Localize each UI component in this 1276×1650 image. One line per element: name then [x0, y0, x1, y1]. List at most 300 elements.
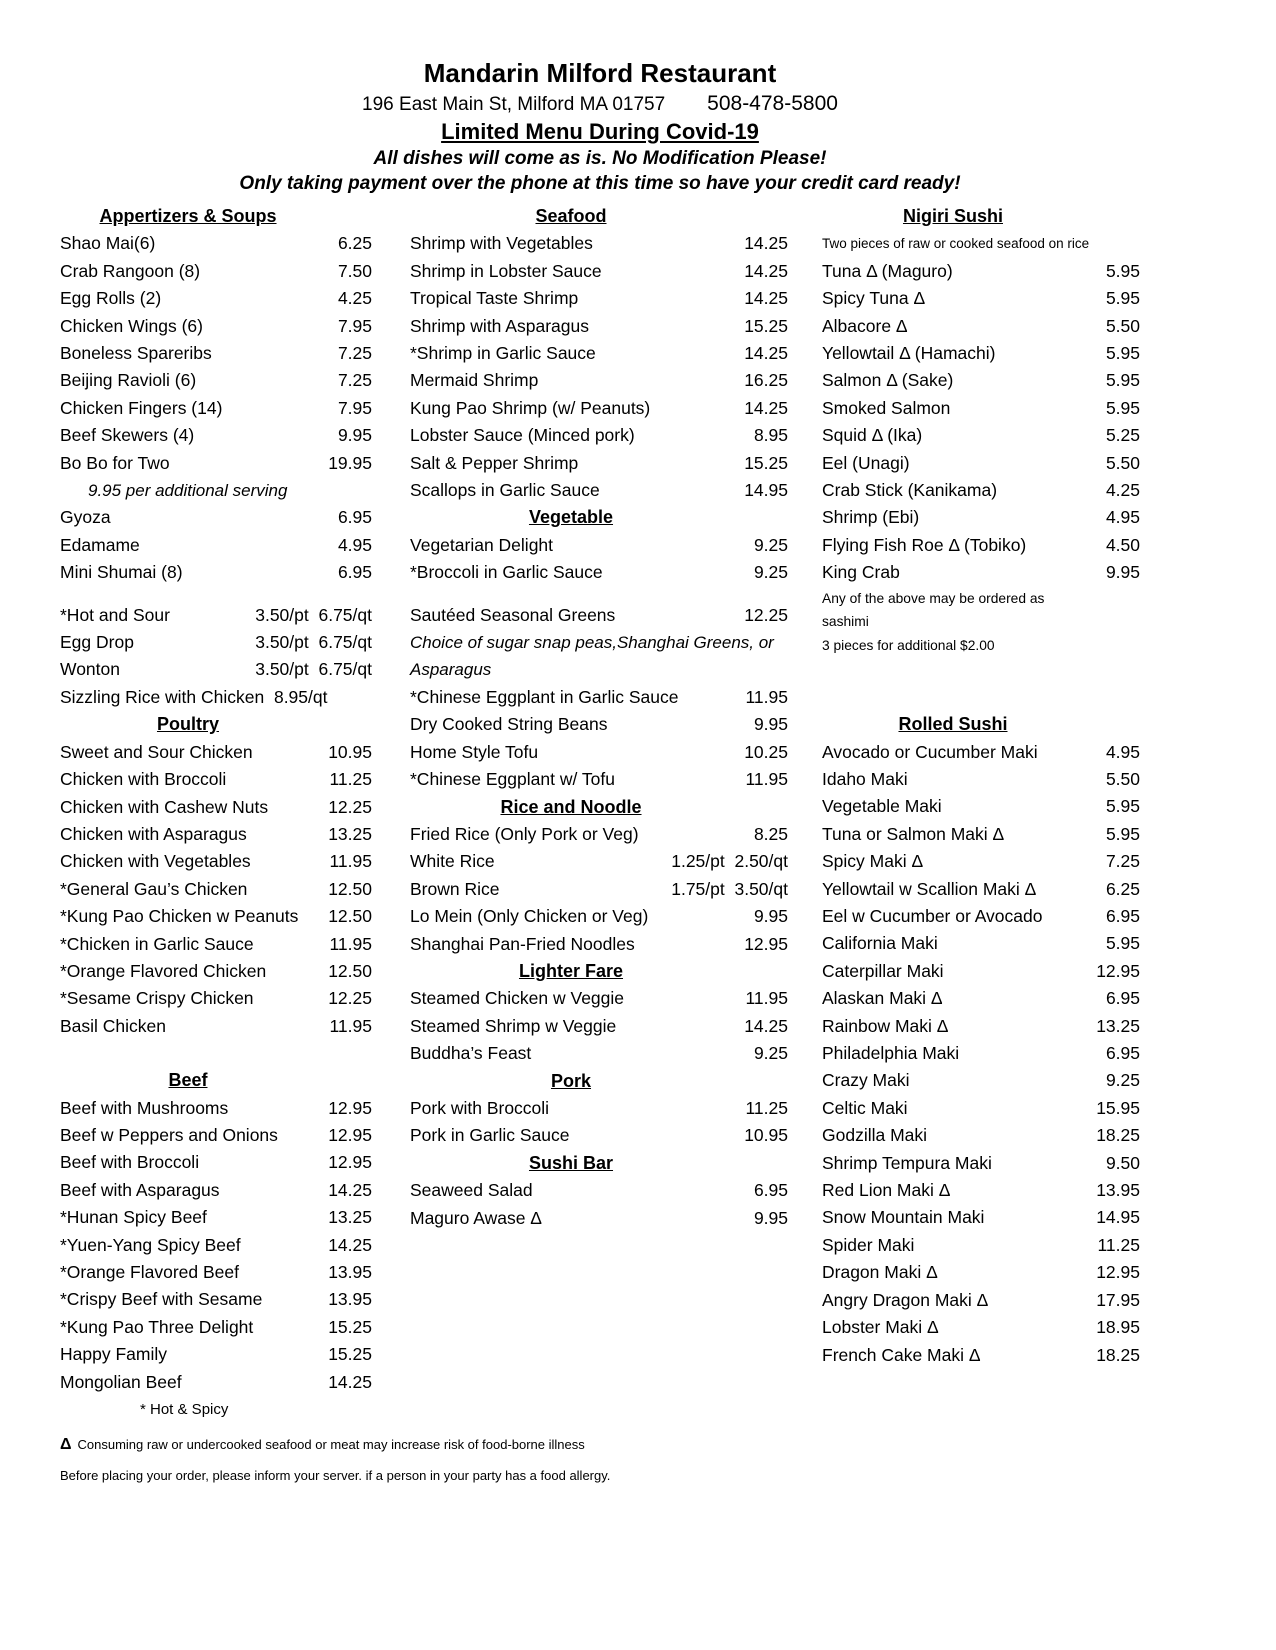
- menu-item: [822, 1314, 1140, 1341]
- item-name: Mermaid Shrimp: [410, 370, 539, 391]
- menu-item: [60, 602, 372, 629]
- menu-item: [60, 656, 372, 683]
- menu-item: [410, 1177, 788, 1204]
- menu-item: [410, 258, 788, 285]
- menu-item: [822, 1259, 1140, 1286]
- item-name: *Kung Pao Three Delight: [60, 1316, 254, 1337]
- menu-columns: [60, 203, 1216, 1423]
- item-price: 4.25: [1105, 480, 1140, 501]
- restaurant-address: 196 East Main St, Milford MA 01757: [362, 94, 666, 115]
- no-modification-note: All dishes will come as is. No Modification Please!: [373, 148, 827, 169]
- item-name: Happy Family: [60, 1344, 167, 1365]
- item-name: Brown Rice: [410, 878, 500, 899]
- item-name: Buddha’s Feast: [410, 1043, 532, 1064]
- item-name: Scallops in Garlic Sauce: [410, 480, 600, 501]
- item-price: 6.25: [1105, 878, 1140, 899]
- item-price: 9.95: [753, 1207, 788, 1228]
- item-price: 12.25: [328, 796, 372, 817]
- item-name: Boneless Spareribs: [60, 343, 212, 364]
- item-name: *Shrimp in Garlic Sauce: [410, 343, 596, 364]
- menu-item: [60, 876, 372, 903]
- item-price: 11.95: [745, 988, 788, 1009]
- item-name: Crab Stick (Kanikama): [822, 480, 998, 501]
- menu-item: [822, 958, 1140, 985]
- menu-item: [822, 258, 1140, 285]
- item-price: 9.25: [753, 534, 788, 555]
- item-name: Salmon Δ (Sake): [822, 370, 954, 391]
- section-heading: Sushi Bar: [528, 1152, 614, 1173]
- item-price: 13.25: [328, 823, 372, 844]
- item-name: Salt & Pepper Shrimp: [410, 452, 579, 473]
- menu-item: [60, 258, 372, 285]
- item-name: Avocado or Cucumber Maki: [822, 741, 1038, 762]
- item-price: 7.25: [337, 343, 372, 364]
- menu-item: [60, 1232, 372, 1259]
- server-allergy-note: Before placing your order, please inform your server. if a person in your party has a food allergy.: [60, 1468, 611, 1484]
- item-price: 10.25: [744, 741, 788, 762]
- item-price: 12.50: [328, 878, 372, 899]
- item-price: 5.95: [1105, 260, 1140, 281]
- item-price: 7.25: [1105, 851, 1140, 872]
- item-price: 5.95: [1105, 397, 1140, 418]
- menu-item: [410, 1122, 788, 1149]
- item-price: 13.25: [1096, 1015, 1140, 1036]
- allergy-warning: [60, 1437, 1216, 1453]
- item-name: King Crab: [822, 562, 900, 583]
- item-name: Spider Maki: [822, 1234, 915, 1255]
- menu-column-1: [60, 203, 372, 1423]
- menu-item: [822, 1040, 1140, 1067]
- item-name: Shrimp (Ebi): [822, 507, 920, 528]
- item-name: Beef with Broccoli: [60, 1152, 200, 1173]
- menu-item: [410, 422, 788, 449]
- item-price: 10.95: [328, 741, 372, 762]
- item-price: 9.25: [753, 1043, 788, 1064]
- item-name: Dragon Maki Δ: [822, 1262, 938, 1283]
- item-price: 12.50: [328, 906, 372, 927]
- item-name: Beijing Ravioli (6): [60, 370, 197, 391]
- menu-item: [822, 1095, 1140, 1122]
- menu-item: [60, 958, 372, 985]
- menu-item: [410, 821, 788, 848]
- item-price: 9.95: [753, 906, 788, 927]
- item-name: Shrimp in Lobster Sauce: [410, 260, 602, 281]
- item-price: 14.25: [744, 288, 788, 309]
- item-price: 14.25: [328, 1234, 372, 1255]
- section-note: Any of the above may be ordered as sashimi: [822, 590, 1049, 630]
- item-name: Philadelphia Maki: [822, 1043, 960, 1064]
- item-name: Lo Mein (Only Chicken or Veg): [410, 906, 649, 927]
- menu-item: [60, 1286, 372, 1313]
- item-name: Lobster Sauce (Minced pork): [410, 425, 635, 446]
- section-heading: Beef: [168, 1070, 208, 1091]
- item-price: 18.95: [1096, 1317, 1140, 1338]
- item-price: 12.25: [744, 604, 788, 625]
- item-price: 6.95: [1105, 988, 1140, 1009]
- menu-item: [60, 559, 372, 586]
- item-name: *Hot and Sour: [60, 604, 170, 625]
- item-price: 7.95: [337, 397, 372, 418]
- item-price: 4.95: [1105, 741, 1140, 762]
- item-price: 9.95: [1105, 562, 1140, 583]
- item-name: Pork in Garlic Sauce: [410, 1125, 570, 1146]
- item-price: 3.50/pt 6.75/qt: [255, 632, 372, 653]
- item-name: *Broccoli in Garlic Sauce: [410, 562, 603, 583]
- menu-item: [410, 602, 788, 629]
- item-name: Chicken Wings (6): [60, 315, 203, 336]
- menu-item: [60, 1122, 372, 1149]
- menu-item: [60, 1204, 372, 1231]
- menu-item: [60, 1013, 372, 1040]
- section-heading: Seafood: [535, 206, 607, 226]
- item-name: Eel (Unagi): [822, 452, 910, 473]
- item-price: 15.95: [1096, 1097, 1140, 1118]
- menu-item: [60, 532, 372, 559]
- menu-item: [822, 1204, 1140, 1231]
- menu-section: [60, 1067, 372, 1423]
- menu-item: [822, 367, 1140, 394]
- item-price: 5.50: [1105, 315, 1140, 336]
- section-heading: Vegetable: [528, 507, 614, 528]
- menu-item: [410, 739, 788, 766]
- menu-item: [60, 1095, 372, 1122]
- item-price: 5.95: [1105, 370, 1140, 391]
- item-price: 14.25: [744, 260, 788, 281]
- item-price: 13.95: [1096, 1180, 1140, 1201]
- item-price: 6.95: [337, 507, 372, 528]
- item-price: 4.50: [1105, 534, 1140, 555]
- item-name: Steamed Shrimp w Veggie: [410, 1015, 617, 1036]
- menu-section: [410, 504, 788, 793]
- item-price: 14.25: [744, 397, 788, 418]
- menu-section: [410, 1150, 788, 1232]
- item-name: *Chinese Eggplant w/ Tofu: [410, 769, 615, 790]
- menu-item: [410, 477, 788, 504]
- item-name: Caterpillar Maki: [822, 960, 944, 981]
- menu-item: [822, 1067, 1140, 1094]
- menu-item: [60, 1259, 372, 1286]
- item-name: Vegetable Maki: [822, 796, 942, 817]
- menu-item: [60, 931, 372, 958]
- item-name: Mongolian Beef: [60, 1371, 182, 1392]
- section-heading: Nigiri Sushi: [902, 206, 1003, 226]
- item-name: *Yuen-Yang Spicy Beef: [60, 1234, 241, 1255]
- item-price: 11.95: [745, 686, 788, 707]
- menu-item: [822, 876, 1140, 903]
- menu-item: [60, 1314, 372, 1341]
- menu-item: [410, 559, 788, 586]
- item-name: Bo Bo for Two: [60, 452, 170, 473]
- menu-section: [410, 1068, 788, 1150]
- menu-item: [822, 985, 1140, 1012]
- menu-item: [822, 903, 1140, 930]
- item-name: Beef w Peppers and Onions: [60, 1124, 278, 1145]
- item-price: 9.95: [753, 714, 788, 735]
- menu-item: [410, 931, 788, 958]
- address-line: [60, 90, 1140, 118]
- item-name: Red Lion Maki Δ: [822, 1180, 951, 1201]
- menu-item: [822, 477, 1140, 504]
- item-name: Yellowtail Δ (Hamachi): [822, 343, 996, 364]
- menu-item: [822, 793, 1140, 820]
- item-price: 5.95: [1105, 933, 1140, 954]
- item-name: Smoked Salmon: [822, 397, 951, 418]
- menu-footer: [60, 1437, 1216, 1484]
- item-price: 12.95: [328, 1097, 372, 1118]
- item-price: 4.25: [337, 288, 372, 309]
- item-price: 14.25: [744, 1015, 788, 1036]
- item-name: Spicy Maki Δ: [822, 851, 924, 872]
- item-name: Yellowtail w Scallion Maki Δ: [822, 878, 1037, 899]
- item-name: Egg Rolls (2): [60, 288, 162, 309]
- item-name: Dry Cooked String Beans: [410, 714, 608, 735]
- item-price: 11.25: [329, 769, 372, 790]
- item-price: 5.50: [1105, 452, 1140, 473]
- item-price: 4.95: [1105, 507, 1140, 528]
- item-price: 12.95: [1096, 960, 1140, 981]
- item-name: Albacore Δ: [822, 315, 908, 336]
- item-name: Eel w Cucumber or Avocado: [822, 906, 1043, 926]
- menu-item: [410, 450, 788, 477]
- item-price: 11.95: [745, 769, 788, 790]
- menu-item: [822, 532, 1140, 559]
- item-price: 14.25: [744, 343, 788, 364]
- menu-item: [822, 1013, 1140, 1040]
- item-price: 5.95: [1105, 288, 1140, 309]
- item-price: 13.25: [328, 1207, 372, 1228]
- menu-item: [822, 1287, 1140, 1314]
- item-name: *Hunan Spicy Beef: [60, 1207, 207, 1228]
- menu-item: [60, 794, 372, 821]
- spacer: [60, 587, 372, 602]
- spacer: [410, 587, 788, 602]
- item-price: 18.25: [1096, 1344, 1140, 1365]
- menu-item: [822, 848, 1140, 875]
- item-price: 3.50/pt 6.75/qt: [255, 604, 372, 625]
- item-name: Chicken Fingers (14): [60, 397, 223, 418]
- menu-item: [410, 903, 788, 930]
- item-name: *Chinese Eggplant in Garlic Sauce: [410, 686, 679, 707]
- item-name: *Sesame Crispy Chicken: [60, 988, 254, 1009]
- menu-item: [60, 739, 372, 766]
- item-price: 1.75/pt 3.50/qt: [671, 878, 788, 899]
- menu-item: [410, 766, 788, 793]
- item-name: Seaweed Salad: [410, 1180, 533, 1201]
- item-price: 5.95: [1105, 823, 1140, 844]
- item-price: 11.95: [329, 1015, 372, 1036]
- item-price: 9.25: [1105, 1070, 1140, 1091]
- item-price: 3.50/pt 6.75/qt: [255, 659, 372, 680]
- item-name: Chicken with Asparagus: [60, 823, 247, 844]
- item-price: 11.25: [745, 1097, 788, 1118]
- menu-column-2: [410, 203, 788, 1232]
- item-name: Flying Fish Roe Δ (Tobiko): [822, 534, 1027, 555]
- menu-item: [410, 1205, 788, 1232]
- hot-spicy-legend: * Hot & Spicy: [140, 1401, 229, 1419]
- menu-item: [60, 1177, 372, 1204]
- menu-item: [822, 504, 1140, 531]
- menu-item: [410, 230, 788, 257]
- item-name: *Crispy Beef with Sesame: [60, 1289, 263, 1310]
- item-name: Mini Shumai (8): [60, 562, 183, 583]
- item-price: 15.25: [744, 315, 788, 336]
- item-name: Rainbow Maki Δ: [822, 1015, 949, 1036]
- menu-item: [60, 821, 372, 848]
- section-heading: Lighter Fare: [518, 960, 624, 981]
- menu-item: [410, 532, 788, 559]
- page-title: Mandarin Milford Restaurant: [423, 58, 777, 88]
- item-price: 14.95: [1096, 1207, 1140, 1228]
- restaurant-phone: 508-478-5800: [707, 92, 838, 115]
- item-price: 5.95: [1105, 796, 1140, 817]
- menu-item: [410, 711, 788, 738]
- item-price: 12.95: [1096, 1262, 1140, 1283]
- item-price: 13.95: [328, 1261, 372, 1282]
- section-note: Two pieces of raw or cooked seafood on rice: [822, 236, 1090, 252]
- menu-item: [822, 1342, 1140, 1369]
- item-name: *General Gau’s Chicken: [60, 878, 248, 899]
- item-name: Home Style Tofu: [410, 741, 539, 762]
- item-name: Tuna or Salmon Maki Δ: [822, 823, 1005, 844]
- item-price: 14.25: [328, 1371, 372, 1392]
- menu-item: [410, 395, 788, 422]
- item-name: Egg Drop: [60, 632, 134, 653]
- item-name: Basil Chicken: [60, 1015, 167, 1036]
- item-name: Squid Δ (Ika): [822, 425, 923, 446]
- item-name: Shrimp with Asparagus: [410, 315, 589, 336]
- menu-item: [410, 285, 788, 312]
- item-price: 15.25: [744, 452, 788, 473]
- section-heading: Rolled Sushi: [898, 714, 1008, 735]
- item-price: 6.95: [753, 1180, 788, 1201]
- item-price: 14.95: [744, 480, 788, 501]
- menu-header: [60, 56, 1140, 196]
- item-name: Beef Skewers (4): [60, 425, 195, 446]
- item-price: 5.25: [1105, 425, 1140, 446]
- item-price: 5.50: [1105, 768, 1140, 789]
- menu-item: [822, 340, 1140, 367]
- allergy-warning-text: Consuming raw or undercooked seafood or meat may increase risk of food-borne illness: [77, 1437, 585, 1453]
- menu-item: [60, 367, 372, 394]
- item-price: 11.95: [329, 933, 372, 954]
- menu-item: [822, 450, 1140, 477]
- item-price: 15.25: [328, 1344, 372, 1365]
- menu-item: [822, 1122, 1140, 1149]
- menu-item: [410, 1040, 788, 1067]
- item-name: Maguro Awase Δ: [410, 1207, 542, 1228]
- item-name: Shanghai Pan-Fried Noodles: [410, 933, 635, 954]
- covid-banner: Limited Menu During Covid-19: [441, 119, 759, 144]
- item-price: 19.95: [328, 452, 372, 473]
- item-price: 1.25/pt 2.50/qt: [671, 851, 788, 872]
- item-price: 6.95: [1105, 906, 1140, 926]
- item-price: 7.95: [337, 315, 372, 336]
- item-price: 9.95: [337, 425, 372, 446]
- section-heading: Poultry: [156, 714, 219, 735]
- item-name: Shrimp Tempura Maki: [822, 1152, 992, 1173]
- menu-item: [60, 903, 372, 930]
- menu-item: [822, 313, 1140, 340]
- menu-item: [822, 559, 1140, 586]
- menu-item: [822, 1177, 1140, 1204]
- item-name: Shao Mai(6): [60, 233, 156, 254]
- item-name: Chicken with Broccoli: [60, 769, 227, 790]
- menu-item: [60, 313, 372, 340]
- item-price: 9.25: [753, 562, 788, 583]
- item-name: *Chicken in Garlic Sauce: [60, 933, 254, 954]
- item-name: Kung Pao Shrimp (w/ Peanuts): [410, 397, 651, 418]
- item-price: 11.95: [329, 851, 372, 872]
- item-name: Steamed Chicken w Veggie: [410, 988, 625, 1009]
- section-heading: Pork: [550, 1070, 592, 1091]
- menu-section: [822, 711, 1140, 1369]
- menu-item: [410, 313, 788, 340]
- menu-item: [410, 1013, 788, 1040]
- menu-item: [410, 684, 788, 711]
- item-price: 7.25: [337, 370, 372, 391]
- item-name: Crazy Maki: [822, 1070, 910, 1091]
- item-name: Idaho Maki: [822, 768, 908, 789]
- item-name: Godzilla Maki: [822, 1125, 928, 1146]
- item-price: 12.50: [328, 960, 372, 981]
- item-price: 9.50: [1105, 1152, 1140, 1173]
- menu-item: [822, 930, 1140, 957]
- menu-item: [822, 1150, 1140, 1177]
- spacer: [822, 657, 1140, 711]
- menu-item: [60, 1149, 372, 1176]
- menu-section: [410, 958, 788, 1068]
- item-name: Lobster Maki Δ: [822, 1317, 939, 1338]
- item-price: 10.95: [744, 1125, 788, 1146]
- menu-item: [60, 629, 372, 656]
- item-name: Fried Rice (Only Pork or Veg): [410, 823, 639, 844]
- menu-item: [60, 985, 372, 1012]
- item-price: 7.50: [337, 260, 372, 281]
- menu-item: [822, 1232, 1140, 1259]
- item-price: 13.95: [328, 1289, 372, 1310]
- item-price: 17.95: [1096, 1289, 1140, 1310]
- item-name: Vegetarian Delight: [410, 534, 554, 555]
- item-name: Spicy Tuna Δ: [822, 288, 926, 309]
- item-note: 9.95 per additional serving: [88, 481, 288, 501]
- section-note: 3 pieces for additional $2.00: [822, 637, 995, 653]
- item-name: Sweet and Sour Chicken: [60, 741, 253, 762]
- item-name: *Orange Flavored Beef: [60, 1261, 239, 1282]
- item-price: 12.95: [328, 1152, 372, 1173]
- item-name: White Rice: [410, 851, 495, 872]
- item-note: Choice of sugar snap peas,Shanghai Greens, or Asparagus: [410, 633, 778, 680]
- menu-section: [822, 203, 1140, 711]
- menu-column-3: [822, 203, 1140, 1369]
- menu-item: [410, 876, 788, 903]
- item-price: 8.95: [753, 425, 788, 446]
- menu-item: [60, 285, 372, 312]
- menu-item: [60, 848, 372, 875]
- item-name: Wonton: [60, 659, 120, 680]
- item-price: 14.25: [744, 233, 788, 254]
- item-name: Sautéed Seasonal Greens: [410, 604, 616, 625]
- item-name: Beef with Asparagus: [60, 1179, 220, 1200]
- menu-item: [410, 985, 788, 1012]
- item-price: 12.95: [744, 933, 788, 954]
- menu-item: [822, 422, 1140, 449]
- item-price: 4.95: [337, 534, 372, 555]
- section-heading: Rice and Noodle: [500, 796, 642, 817]
- item-name: French Cake Maki Δ: [822, 1344, 981, 1365]
- item-name: Tuna Δ (Maguro): [822, 260, 953, 281]
- menu-item: [60, 1369, 372, 1396]
- item-name: Crab Rangoon (8): [60, 260, 201, 281]
